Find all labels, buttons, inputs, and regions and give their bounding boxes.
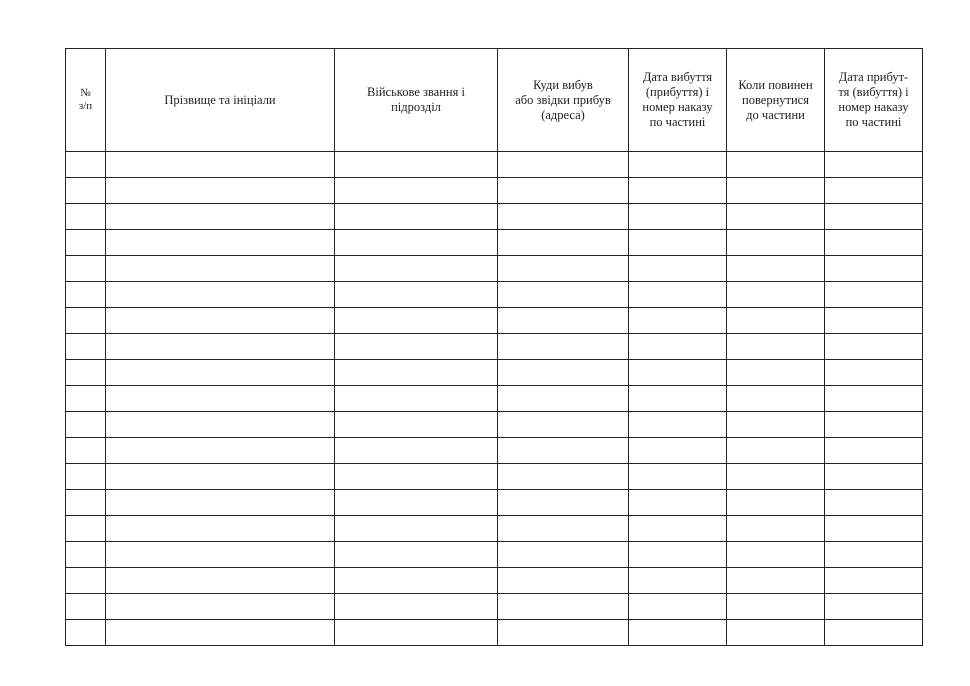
table-cell[interactable] [727, 568, 825, 594]
table-row [66, 256, 923, 282]
table-cell[interactable] [335, 334, 498, 360]
table-cell[interactable] [825, 542, 923, 568]
table-cell[interactable] [498, 438, 629, 464]
table-cell[interactable] [727, 282, 825, 308]
table-cell[interactable] [498, 568, 629, 594]
table-row [66, 542, 923, 568]
table-cell[interactable] [335, 412, 498, 438]
table-row [66, 178, 923, 204]
table-cell[interactable] [727, 152, 825, 178]
table-cell[interactable] [66, 230, 106, 256]
table-cell[interactable] [335, 516, 498, 542]
table-cell[interactable] [825, 152, 923, 178]
table-cell[interactable] [106, 386, 335, 412]
table-cell[interactable] [629, 490, 727, 516]
table-cell[interactable] [498, 308, 629, 334]
table-cell[interactable] [498, 412, 629, 438]
table-cell[interactable] [498, 490, 629, 516]
table-cell[interactable] [629, 256, 727, 282]
table-cell[interactable] [335, 620, 498, 646]
table-cell[interactable] [727, 464, 825, 490]
table-cell[interactable] [66, 178, 106, 204]
table-cell[interactable] [498, 282, 629, 308]
table-cell[interactable] [106, 490, 335, 516]
table-cell[interactable] [335, 178, 498, 204]
column-header-destination: Куди вибув або звідки прибув (адреса) [498, 49, 629, 152]
table-cell[interactable] [727, 334, 825, 360]
table-cell[interactable] [66, 152, 106, 178]
table-row [66, 594, 923, 620]
table-cell[interactable] [106, 464, 335, 490]
table-cell[interactable] [727, 256, 825, 282]
header-row [66, 49, 923, 152]
table-cell[interactable] [498, 464, 629, 490]
table-cell[interactable] [498, 230, 629, 256]
table-cell[interactable] [66, 256, 106, 282]
table-cell[interactable] [498, 516, 629, 542]
table-cell[interactable] [335, 360, 498, 386]
table-cell[interactable] [335, 568, 498, 594]
table-row [66, 464, 923, 490]
table-cell[interactable] [66, 516, 106, 542]
table-cell[interactable] [498, 204, 629, 230]
table-cell[interactable] [727, 360, 825, 386]
table-cell[interactable] [66, 334, 106, 360]
table-cell[interactable] [106, 204, 335, 230]
table-cell[interactable] [106, 334, 335, 360]
table-cell[interactable] [335, 152, 498, 178]
table-cell[interactable] [825, 360, 923, 386]
table-cell[interactable] [825, 256, 923, 282]
table-cell[interactable] [498, 152, 629, 178]
table-row [66, 386, 923, 412]
table-cell[interactable] [727, 178, 825, 204]
table-cell[interactable] [825, 620, 923, 646]
table-cell[interactable] [498, 386, 629, 412]
table-cell[interactable] [498, 256, 629, 282]
table-cell[interactable] [629, 620, 727, 646]
table-cell[interactable] [106, 568, 335, 594]
table-cell[interactable] [335, 464, 498, 490]
table-cell[interactable] [825, 568, 923, 594]
table-cell[interactable] [825, 594, 923, 620]
table-cell[interactable] [106, 308, 335, 334]
table-cell[interactable] [825, 464, 923, 490]
column-header-rank-unit: Військове звання і підрозділ [335, 49, 498, 152]
table-cell[interactable] [727, 490, 825, 516]
table-cell[interactable] [825, 490, 923, 516]
column-header-number: № з/п [66, 49, 106, 152]
table-cell[interactable] [825, 282, 923, 308]
table-cell[interactable] [498, 594, 629, 620]
table-cell[interactable] [106, 230, 335, 256]
table-cell[interactable] [727, 204, 825, 230]
table-row [66, 204, 923, 230]
table-cell[interactable] [335, 594, 498, 620]
table-cell[interactable] [106, 282, 335, 308]
table-cell[interactable] [727, 308, 825, 334]
table-row [66, 490, 923, 516]
table-cell[interactable] [629, 178, 727, 204]
table-cell[interactable] [727, 386, 825, 412]
table-cell[interactable] [629, 412, 727, 438]
table-cell[interactable] [335, 308, 498, 334]
table-cell[interactable] [727, 412, 825, 438]
table-cell[interactable] [335, 438, 498, 464]
table-cell[interactable] [335, 490, 498, 516]
table-cell[interactable] [66, 464, 106, 490]
table-cell[interactable] [825, 386, 923, 412]
table-cell[interactable] [498, 542, 629, 568]
column-header-name: Прізвище та ініціали [106, 49, 335, 152]
table-cell[interactable] [66, 360, 106, 386]
table-cell[interactable] [106, 360, 335, 386]
table-row [66, 412, 923, 438]
table-cell[interactable] [629, 152, 727, 178]
table-body [66, 152, 923, 646]
table-row [66, 334, 923, 360]
table-cell[interactable] [727, 516, 825, 542]
table-cell[interactable] [629, 230, 727, 256]
table-cell[interactable] [335, 386, 498, 412]
table-cell[interactable] [825, 230, 923, 256]
table-cell[interactable] [106, 516, 335, 542]
table-cell[interactable] [629, 516, 727, 542]
table-cell[interactable] [66, 542, 106, 568]
table-cell[interactable] [106, 542, 335, 568]
table-cell[interactable] [335, 256, 498, 282]
table-cell[interactable] [727, 230, 825, 256]
table-cell[interactable] [66, 568, 106, 594]
table-cell[interactable] [825, 412, 923, 438]
column-header-arrival-date: Дата прибут- тя (вибуття) і номер наказу по частині [825, 49, 923, 152]
table-cell[interactable] [825, 178, 923, 204]
table-cell[interactable] [498, 620, 629, 646]
table-row [66, 152, 923, 178]
table-cell[interactable] [825, 308, 923, 334]
table-cell[interactable] [727, 542, 825, 568]
table-cell[interactable] [498, 360, 629, 386]
table-cell[interactable] [106, 594, 335, 620]
table-cell[interactable] [106, 152, 335, 178]
table-cell[interactable] [825, 334, 923, 360]
table-row [66, 360, 923, 386]
table-cell[interactable] [629, 464, 727, 490]
table-cell[interactable] [106, 438, 335, 464]
table-row [66, 282, 923, 308]
table-cell[interactable] [66, 438, 106, 464]
table-cell[interactable] [106, 412, 335, 438]
table-cell[interactable] [629, 360, 727, 386]
table-cell[interactable] [335, 282, 498, 308]
table-cell[interactable] [727, 594, 825, 620]
table-cell[interactable] [66, 412, 106, 438]
table-cell[interactable] [498, 334, 629, 360]
table-cell[interactable] [727, 620, 825, 646]
registry-table [65, 48, 923, 646]
table-row [66, 438, 923, 464]
table-cell[interactable] [825, 516, 923, 542]
table-cell[interactable] [66, 204, 106, 230]
table-cell[interactable] [66, 594, 106, 620]
table-cell[interactable] [335, 230, 498, 256]
table-cell[interactable] [335, 542, 498, 568]
table-row [66, 308, 923, 334]
table-cell[interactable] [106, 620, 335, 646]
table-cell[interactable] [66, 620, 106, 646]
table-cell[interactable] [825, 438, 923, 464]
table-cell[interactable] [66, 308, 106, 334]
column-header-departure-date: Дата вибуття (прибуття) і номер наказу по частині [629, 49, 727, 152]
table-cell[interactable] [629, 282, 727, 308]
table-cell[interactable] [66, 282, 106, 308]
table-cell[interactable] [629, 204, 727, 230]
table-cell[interactable] [66, 386, 106, 412]
table-cell[interactable] [335, 204, 498, 230]
column-header-return-due: Коли повинен повернутися до частини [727, 49, 825, 152]
table-cell[interactable] [106, 256, 335, 282]
table-row [66, 230, 923, 256]
table-cell[interactable] [66, 490, 106, 516]
table-cell[interactable] [629, 386, 727, 412]
table-row [66, 568, 923, 594]
table-cell[interactable] [498, 178, 629, 204]
table-cell[interactable] [727, 438, 825, 464]
table-cell[interactable] [629, 542, 727, 568]
table-cell[interactable] [629, 568, 727, 594]
table-cell[interactable] [825, 204, 923, 230]
table-cell[interactable] [629, 308, 727, 334]
table-row [66, 516, 923, 542]
table-cell[interactable] [629, 334, 727, 360]
table-cell[interactable] [106, 178, 335, 204]
table-cell[interactable] [629, 594, 727, 620]
table-row [66, 620, 923, 646]
table-cell[interactable] [629, 438, 727, 464]
